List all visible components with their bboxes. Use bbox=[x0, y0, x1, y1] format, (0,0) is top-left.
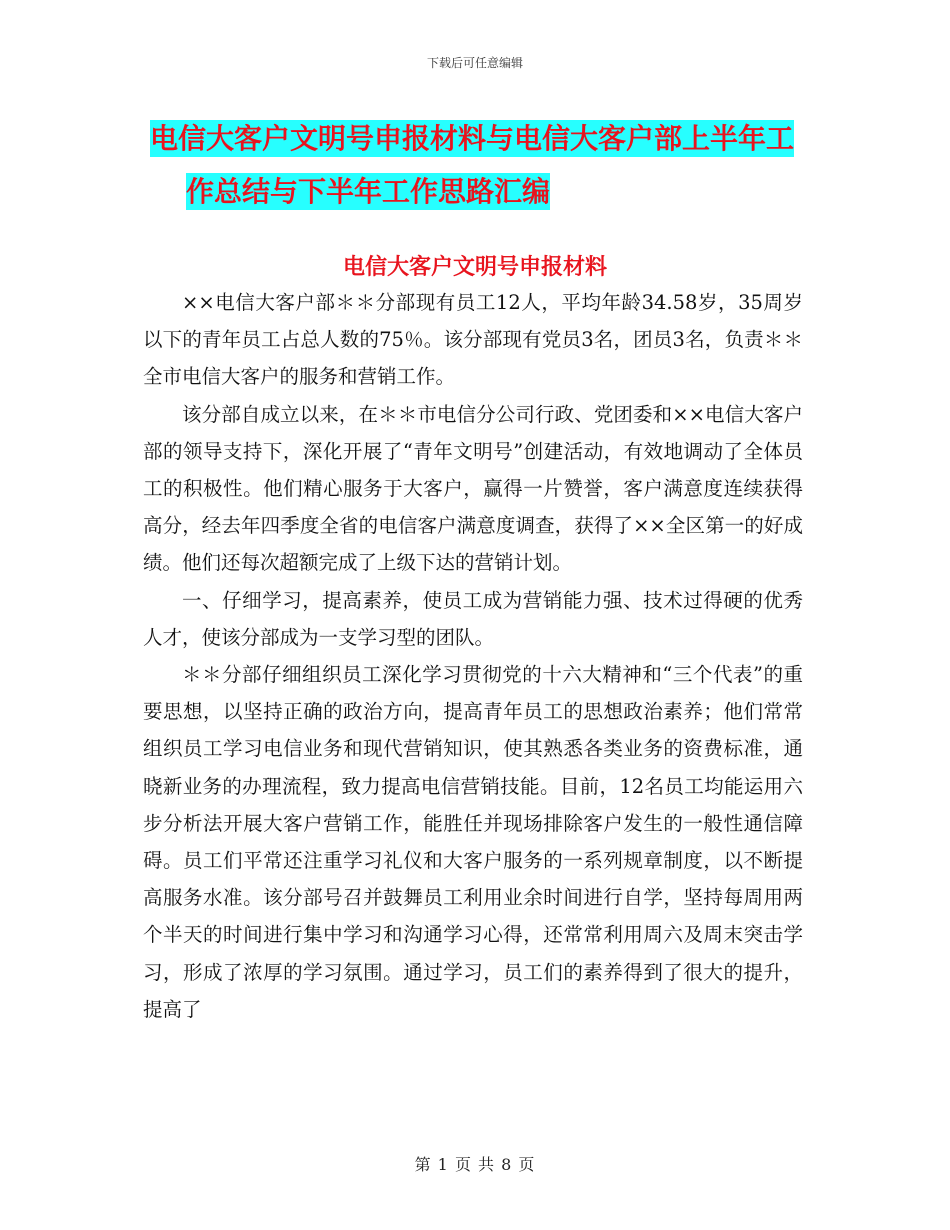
document-title bbox=[150, 112, 850, 218]
title-line-2-text: 作总结与下半年工作思路汇编 bbox=[186, 175, 551, 208]
section-title: 电信大客户文明号申报材料 bbox=[342, 255, 607, 280]
body-text bbox=[143, 284, 803, 1028]
paragraph: 一、仔细学习，提高素养，使员工成为营销能力强、技术过得硬的优秀人才，使该分部成为一支学习型的团队。 bbox=[143, 588, 803, 649]
title-line-2 bbox=[150, 165, 850, 218]
paragraph: ××电信大客户部＊＊分部现有员工12人，平均年龄34.58岁，35周岁以下的青年员工占总人数的75％。该分部现有党员3名，团员3名，负责＊＊全市电信大客户的服务和营销工作。 bbox=[143, 291, 803, 389]
paragraph: 该分部自成立以来，在＊＊市电信分公司行政、党团委和××电信大客户部的领导支持下，深化开展了“青年文明号”创建活动，有效地调动了全体员工的积极性。他们精心服务于大客户，赢得一片赞誉，客户满意度连续获得高分，经去年四季度全省的电信客户满意度调查，获得了××全区第一的好成绩。他们还每次超额完成了上级下达的营销计划。 bbox=[143, 402, 803, 575]
header-note: 下载后可任意编辑 bbox=[426, 56, 523, 70]
page-footer: 第 1 页 共 8 页 bbox=[414, 1155, 536, 1174]
title-line-1 bbox=[150, 112, 850, 165]
paragraph: ＊＊分部仔细组织员工深化学习贯彻党的十六大精神和“三个代表”的重要思想，以坚持正确的政治方向，提高青年员工的思想政治素养；他们常常组织员工学习电信业务和现代营销知识，使其熟悉各类业务的资费标准，通晓新业务的办理流程，致力提高电信营销技能。目前，12名员工均能运用六步分析法开展大客户营销工作，能胜任并现场排除客户发生的一般性通信障碍。员工们平常还注重学习礼仪和大客户服务的一系列规章制度，以不断提高服务水准。该分部号召并鼓舞员工利用业余时间进行自学，坚持每周用两个半天的时间进行集中学习和沟通学习心得，还常常利用周六及周末突击学习，形成了浓厚的学习氛围。通过学习，员工们的素养得到了很大的提升，提高了 bbox=[143, 663, 803, 1021]
title-line-1-text: 电信大客户文明号申报材料与电信大客户部上半年工 bbox=[150, 122, 795, 155]
